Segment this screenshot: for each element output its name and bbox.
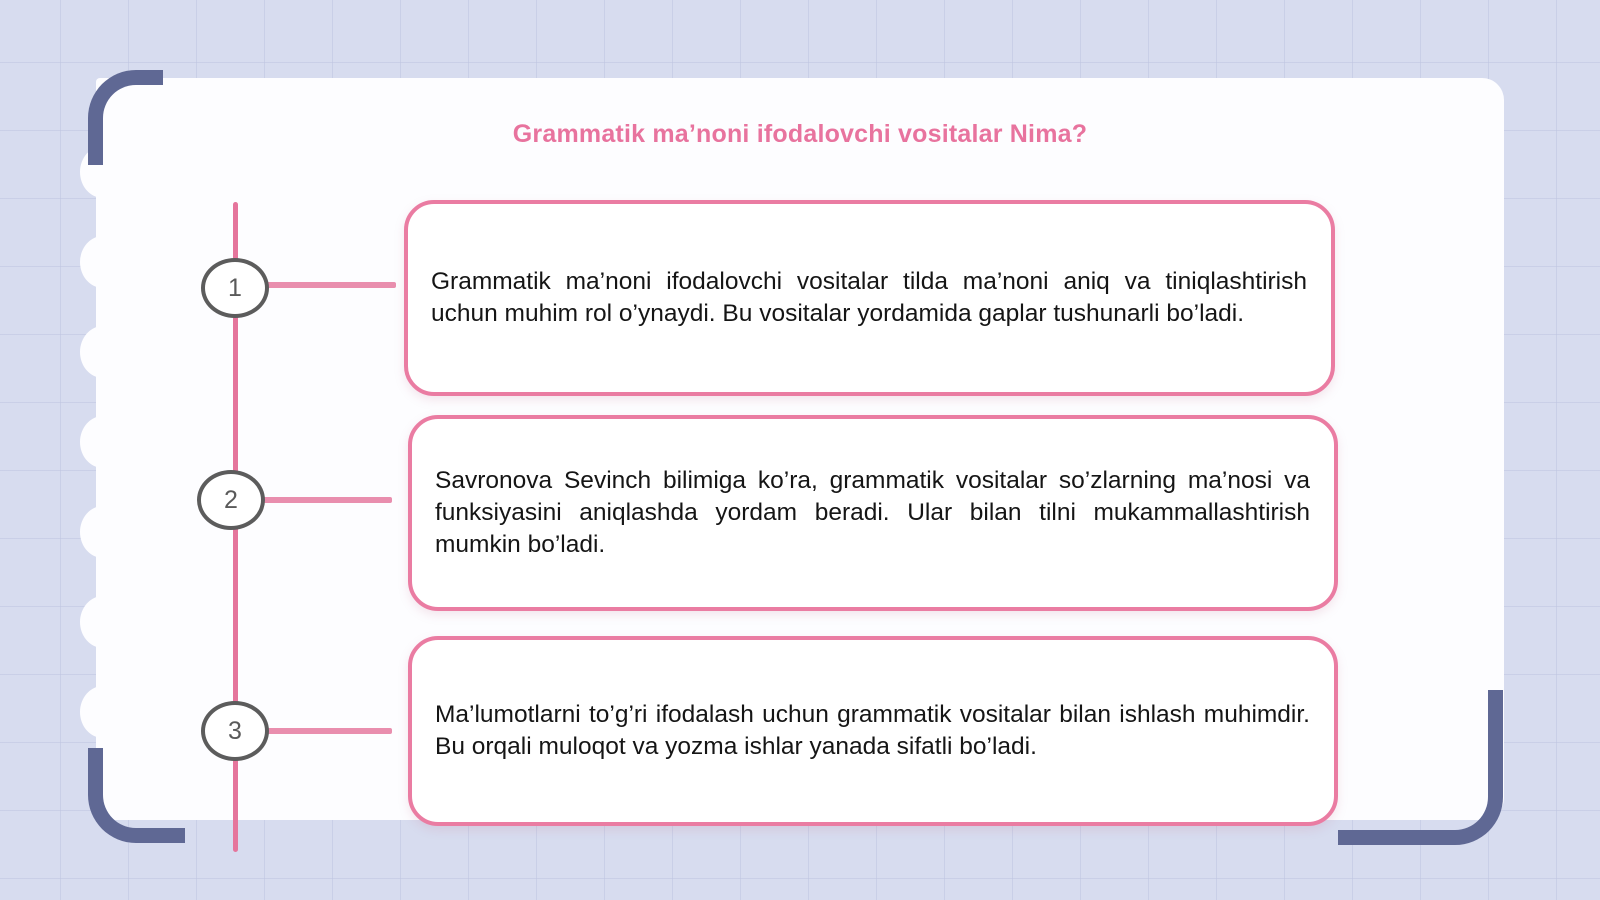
paper-scallop — [80, 596, 126, 648]
paper-scallop — [80, 236, 126, 288]
corner-bracket-bottom-left — [88, 748, 185, 843]
step-marker-3: 3 — [201, 701, 269, 761]
paper-scallop — [80, 686, 126, 738]
paper-scallop — [80, 416, 126, 468]
info-card-text: Grammatik ma’noni ifodalovchi vositalar tilda ma’noni aniq va tiniqlashtirish uchun muhim rol o’ynaydi. Bu vositalar yordamida gaplar tushunarli bo’ladi. — [431, 268, 1307, 327]
info-card-1 — [404, 200, 1335, 396]
info-card-text: Ma’lumotlarni to’g’ri ifodalash uchun grammatik vositalar bilan ishlash muhimdir. Bu orqali muloqot va yozma ishlar yanada sifatli bo’ladi. — [435, 701, 1310, 760]
timeline-connector-1 — [266, 282, 396, 288]
paper-scallop — [80, 506, 126, 558]
timeline-connector-2 — [262, 497, 392, 503]
corner-bracket-bottom-right — [1338, 690, 1503, 845]
paper-scallop — [80, 326, 126, 378]
slide-title: Grammatik ma’noni ifodalovchi vositalar Nima? — [512, 120, 1088, 148]
info-card-3 — [408, 636, 1338, 826]
info-card-2 — [408, 415, 1338, 611]
timeline-connector-3 — [266, 728, 392, 734]
step-marker-2: 2 — [197, 470, 265, 530]
step-marker-1: 1 — [201, 258, 269, 318]
info-card-text: Savronova Sevinch bilimiga ko’ra, grammatik vositalar so’zlarning ma’nosi va funksiyasini aniqlashda yordam beradi. Ular bilan tilni mukammallashtirish mumkin bo’ladi. — [435, 467, 1310, 558]
